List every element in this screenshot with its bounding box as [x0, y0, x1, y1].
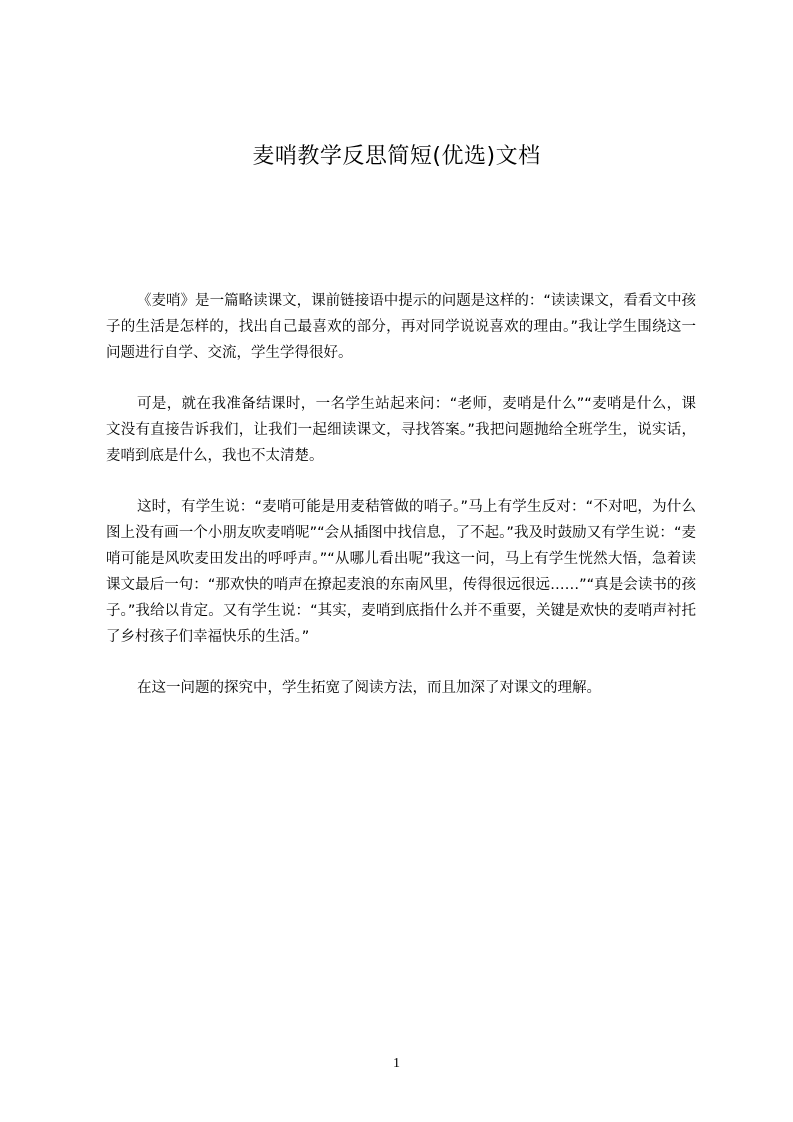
page-number: 1	[393, 1056, 400, 1071]
paragraph-conclusion: 在这一问题的探究中，学生拓宽了阅读方法，而且加深了对课文的理解。	[137, 680, 601, 696]
paragraph-discussion: 这时，有学生说：“麦哨可能是用麦秸管做的哨子。”马上有学生反对：“不对吧，为什么图上没有画一个小朋友吹麦哨呢”“会从插图中找信息，了不起。”我及时鼓励又有学生说：“麦哨可能是风吹麦田发出的呼呼声。”“从哪儿看出呢”我这一问，马上有学生恍然大悟，急着读课文最后一句：“那欢快的哨声在撩起麦浪的东南风里，传得很远很远……”“真是会读书的孩子。”我给以肯定。又有学生说：“其实，麦哨到底指什么并不重要，关键是欢快的麦哨声衬托了乡村孩子们幸福快乐的生活。”	[106, 499, 696, 645]
paragraph-question: 可是，就在我准备结课时，一名学生站起来问：“老师，麦哨是什么”“麦哨是什么，课文没有直接告诉我们，让我们一起细读课文，寻找答案。”我把问题抛给全班学生，说实话，麦哨到底是什么，我也不太清楚。	[106, 396, 696, 464]
document-body	[106, 288, 696, 726]
paragraph-intro: 《麦哨》是一篇略读课文，课前链接语中提示的问题是这样的：“读读课文，看看文中孩子的生活是怎样的，找出自己最喜欢的部分，再对同学说说喜欢的理由。”我让学生围绕这一问题进行自学、交流，学生学得很好。	[106, 293, 696, 361]
page-title: 麦哨教学反思简短(优选)文档	[252, 144, 541, 169]
